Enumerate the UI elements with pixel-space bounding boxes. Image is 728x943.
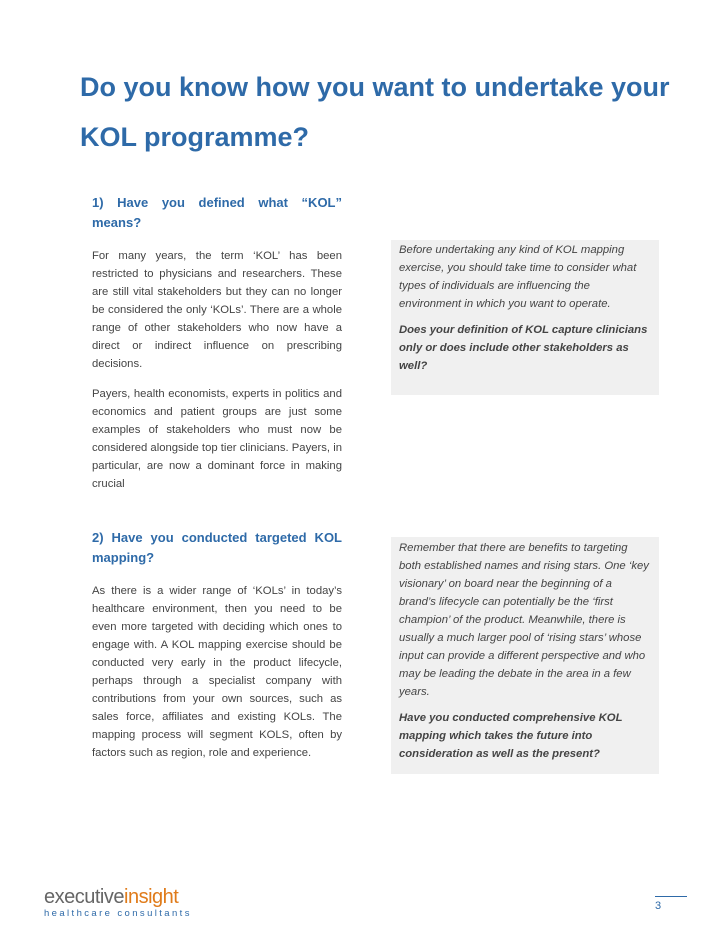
page-title: Do you know how you want to undertake your KOL programme? <box>80 72 670 152</box>
section-1-paragraph-1: For many years, the term ‘KOL’ has been restricted to physicians and researchers. These are still vital stakeholders but they can no longer be considered the only ‘KOLs’. There are a whole range of other stakeholders who now have a direct or indirect influence on prescribing decisions. <box>92 250 342 370</box>
page-number: 3 <box>655 900 662 912</box>
footer-divider <box>655 896 687 897</box>
section-2 <box>92 528 342 770</box>
logo-tagline: healthcare consultants <box>44 908 192 919</box>
section-1-callout-text: Before undertaking any kind of KOL mapping exercise, you should take time to consider what types of individuals are influencing the environment in which you want to operate. <box>399 244 637 310</box>
logo-text-insight: insight <box>124 886 179 908</box>
section-1 <box>92 193 342 501</box>
section-1-callout-question: Does your definition of KOL capture clinicians only or does include other stakeholders as well? <box>399 324 648 372</box>
section-2-callout <box>391 537 659 774</box>
section-1-paragraph-2: Payers, health economists, experts in politics and economics and patient groups are just some examples of stakeholders who must now be considered alongside top tier clinicians. Payers, in particular, are now a dominant force in making crucial <box>92 388 342 490</box>
logo-text-executive: executive <box>44 886 124 908</box>
section-2-callout-text: Remember that there are benefits to targeting both established names and rising stars. One ‘key visionary’ on board near the beginning of a brand’s lifecycle can potentially be the ‘first champion’ of the product. Meanwhile, there is usually a much larger pool of ‘rising stars’ whose input can provide a different perspective and who may be leading the debate in the area in a few years. <box>399 542 649 698</box>
section-2-callout-question: Have you conducted comprehensive KOL mapping which takes the future into consideration as well as the present? <box>399 712 623 760</box>
section-1-callout <box>391 240 659 395</box>
company-logo <box>44 886 214 920</box>
section-2-paragraph-1: As there is a wider range of ‘KOLs’ in today’s healthcare environment, then you need to be even more targeted with deciding which ones to engage with. A KOL mapping exercise should be conducted very early in the product lifecycle, perhaps through a specialist company with contributions from your own sources, such as sales force, affiliates and existing KOLs. The mapping process will segment KOLS, often by factors such as region, role and experience. <box>92 585 342 759</box>
section-2-heading: 2) Have you conducted targeted KOL mapping? <box>92 530 342 565</box>
section-1-heading: 1) Have you defined what “KOL” means? <box>92 195 342 230</box>
